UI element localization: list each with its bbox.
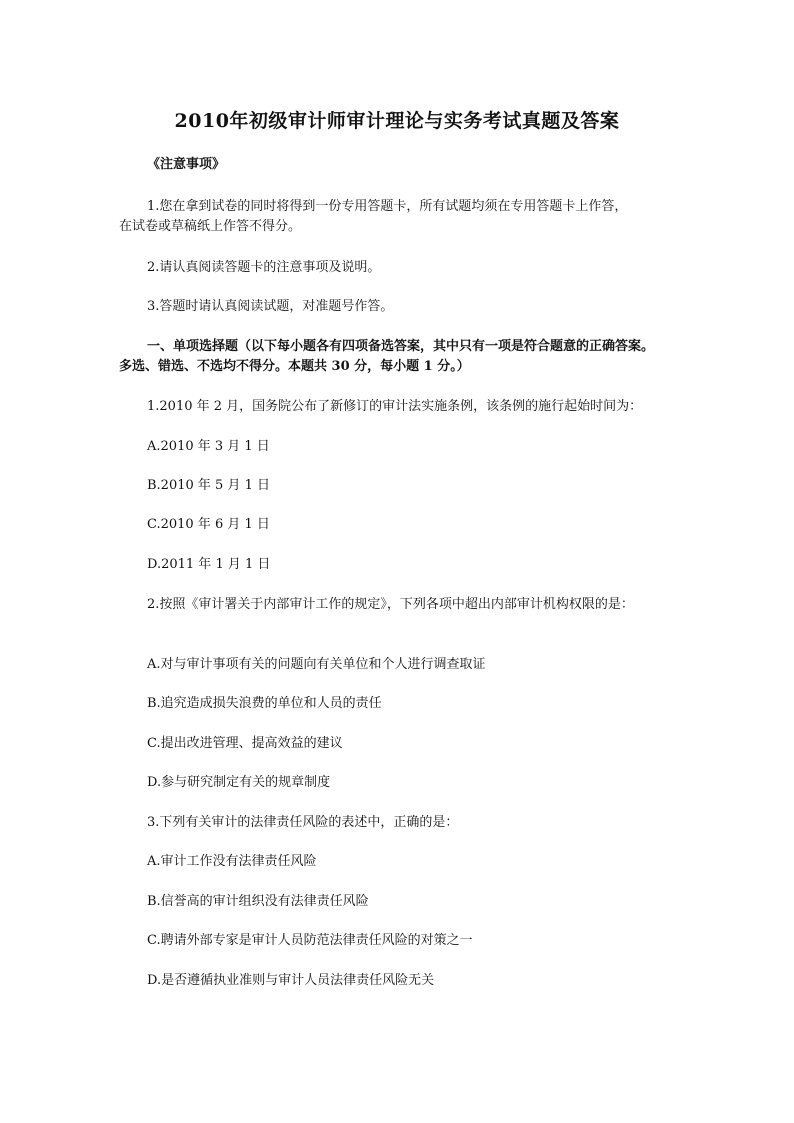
question-2-stem: 2.按照《审计署关于内部审计工作的规定》，下列各项中超出内部审计机构权限的是： bbox=[147, 597, 634, 612]
question-1-option-a: A.2010 年 3 月 1 日 bbox=[147, 439, 270, 454]
question-1-option-d: D.2011 年 1 月 1 日 bbox=[147, 557, 271, 572]
notice-heading: 《注意事项》 bbox=[147, 157, 226, 172]
question-1-option-b: B.2010 年 5 月 1 日 bbox=[147, 478, 270, 493]
question-1-stem: 1.2010 年 2 月，国务院公布了新修订的审计法实施条例，该条例的施行起始时间为： bbox=[147, 399, 643, 414]
document-title: 2010年初级审计师审计理论与实务考试真题及答案 bbox=[174, 110, 620, 132]
question-1-option-c: C.2010 年 6 月 1 日 bbox=[147, 517, 270, 532]
question-3-option-d: D.是否遵循执业准则与审计人员法律责任风险无关 bbox=[147, 973, 435, 988]
notice-item-3: 3.答题时请认真阅读试题，对准题号作答。 bbox=[147, 299, 394, 314]
notice-item-1-line-2: 在试卷或草稿纸上作答不得分。 bbox=[119, 219, 302, 234]
notice-item-2: 2.请认真阅读答题卡的注意事项及说明。 bbox=[147, 260, 381, 275]
section-heading-line-2: 多选、错选、不选均不得分。本题共 30 分，每小题 1 分。） bbox=[119, 359, 470, 374]
question-3-stem: 3.下列有关审计的法律责任风险的表述中，正确的是： bbox=[147, 815, 459, 830]
question-2-option-d: D.参与研究制定有关的规章制度 bbox=[147, 775, 331, 790]
question-3-option-c: C.聘请外部专家是审计人员防范法律责任风险的对策之一 bbox=[147, 933, 473, 948]
notice-item-1-line-1: 1.您在拿到试卷的同时将得到一份专用答题卡，所有试题均须在专用答题卡上作答， bbox=[147, 199, 628, 214]
question-3-option-a: A.审计工作没有法律责任风险 bbox=[147, 854, 317, 869]
question-2-option-a: A.对与审计事项有关的问题向有关单位和个人进行调查取证 bbox=[147, 657, 486, 672]
question-3-option-b: B.信誉高的审计组织没有法律责任风险 bbox=[147, 894, 369, 909]
question-2-option-c: C.提出改进管理、提高效益的建议 bbox=[147, 736, 343, 751]
section-heading-line-1: 一、单项选择题（以下每小题各有四项备选答案，其中只有一项是符合题意的正确答案。 bbox=[147, 339, 655, 354]
question-2-option-b: B.追究造成损失浪费的单位和人员的责任 bbox=[147, 696, 382, 711]
